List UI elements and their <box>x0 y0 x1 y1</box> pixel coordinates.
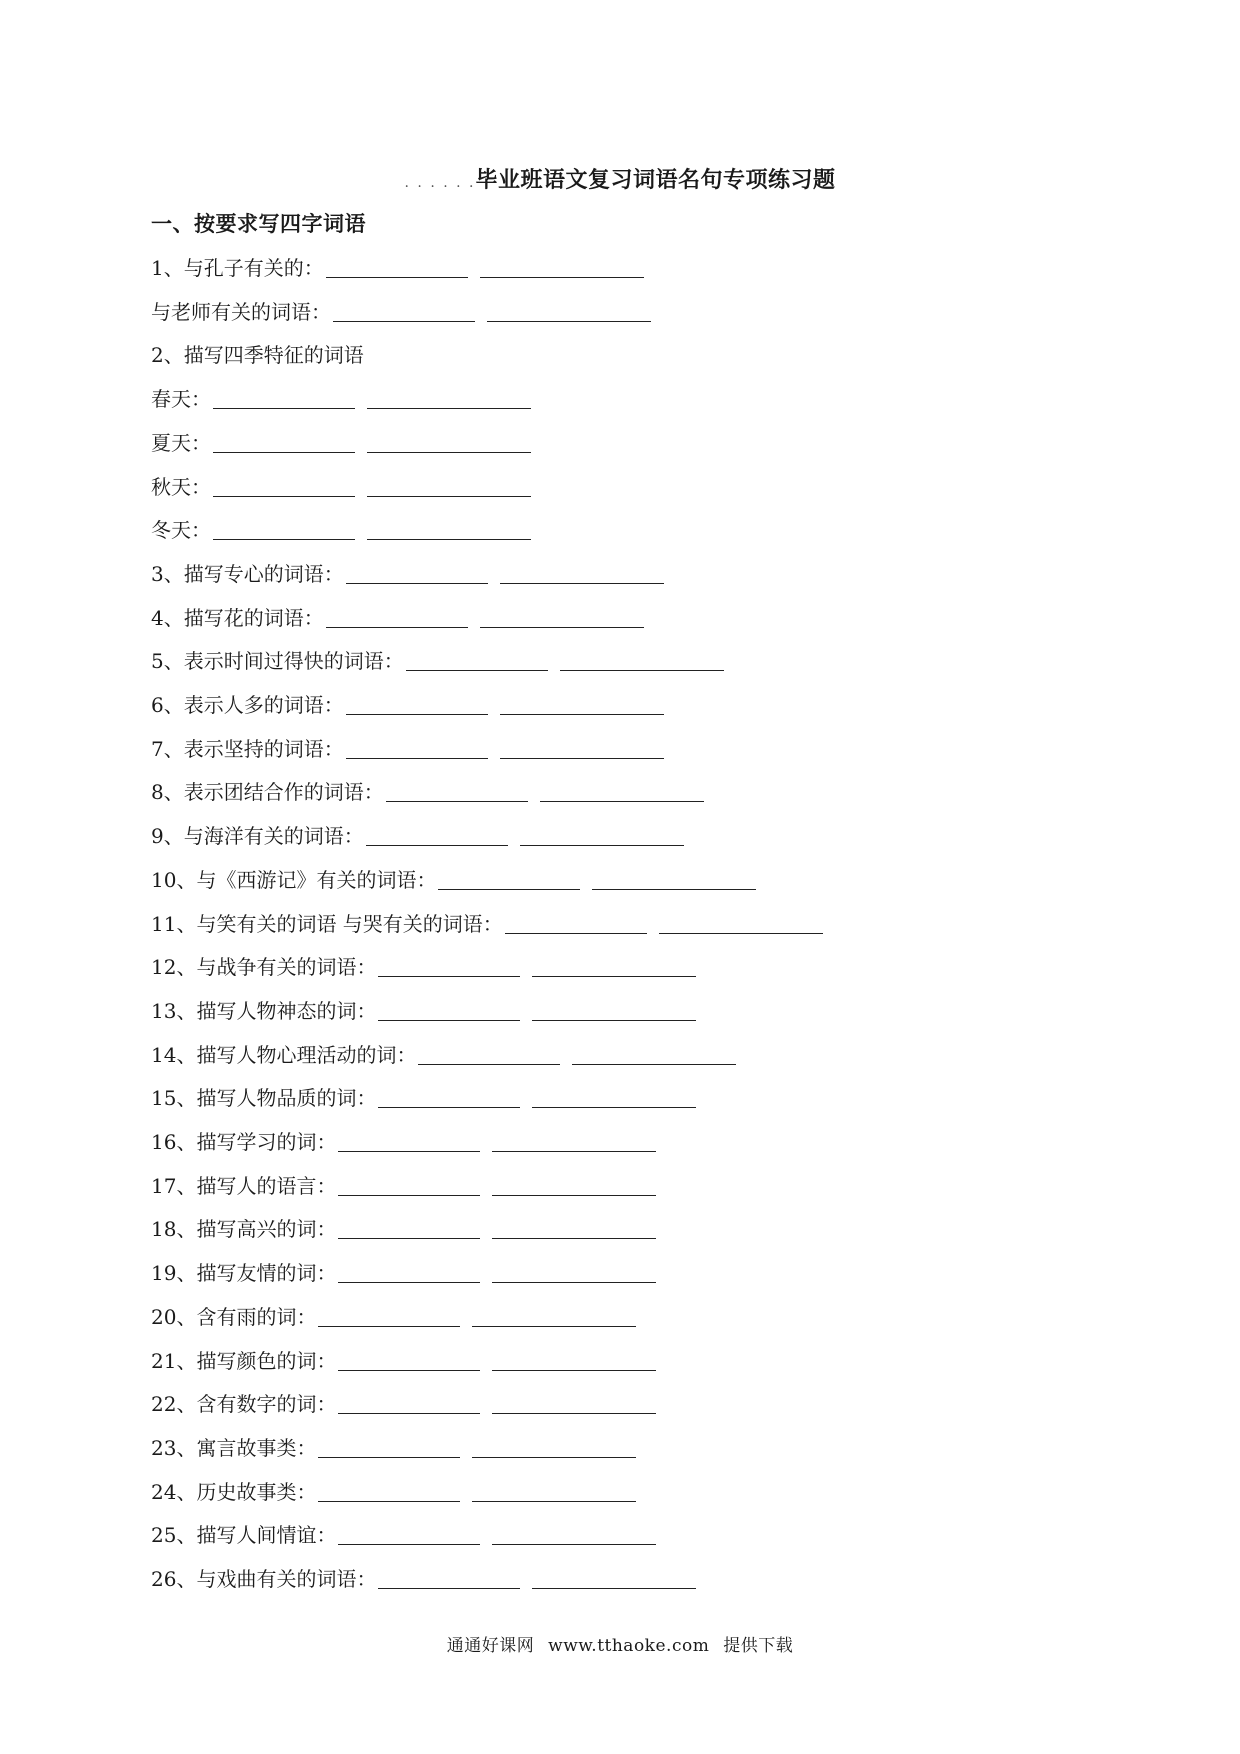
answer-blank-1[interactable] <box>213 384 355 409</box>
exercise-label: 3、描写专心的词语： <box>151 561 344 586</box>
answer-blank-2[interactable] <box>540 777 704 802</box>
answer-blank-1[interactable] <box>438 865 580 890</box>
exercise-item <box>151 1477 636 1507</box>
answer-blank-2[interactable] <box>472 1477 636 1502</box>
exercise-label: 25、描写人间情谊： <box>151 1523 337 1548</box>
answer-blank-1[interactable] <box>366 821 508 846</box>
answer-blank-2[interactable] <box>500 559 664 584</box>
exercise-label: 春天： <box>151 387 211 412</box>
exercise-item <box>151 1346 656 1376</box>
exercise-item <box>151 690 664 720</box>
answer-blank-1[interactable] <box>386 777 528 802</box>
exercise-label: 19、描写友情的词： <box>151 1261 337 1286</box>
answer-blank-2[interactable] <box>367 472 531 497</box>
exercise-item <box>151 1520 656 1550</box>
answer-blank-1[interactable] <box>338 1346 480 1371</box>
exercise-item <box>151 1127 656 1157</box>
section-heading: 一、按要求写四字词语 <box>151 211 366 236</box>
answer-blank-2[interactable] <box>492 1389 656 1414</box>
answer-blank-1[interactable] <box>318 1433 460 1458</box>
footer-site-name: 通通好课网 <box>446 1636 535 1656</box>
answer-blank-2[interactable] <box>492 1171 656 1196</box>
answer-blank-2[interactable] <box>532 1083 696 1108</box>
answer-blank-2[interactable] <box>487 297 651 322</box>
exercise-label: 16、描写学习的词： <box>151 1130 337 1154</box>
answer-blank-2[interactable] <box>592 865 756 890</box>
answer-blank-2[interactable] <box>472 1433 636 1458</box>
exercise-label: 与老师有关的词语： <box>151 299 331 324</box>
exercise-item <box>151 384 531 414</box>
answer-blank-1[interactable] <box>326 603 468 628</box>
exercise-item <box>151 1302 636 1332</box>
exercise-label: 21、描写颜色的词： <box>151 1348 337 1373</box>
answer-blank-1[interactable] <box>338 1520 480 1545</box>
answer-blank-1[interactable] <box>346 734 488 759</box>
answer-blank-1[interactable] <box>338 1171 480 1196</box>
answer-blank-2[interactable] <box>500 690 664 715</box>
page-footer <box>0 1631 1240 1656</box>
exercise-item <box>151 297 651 327</box>
answer-blank-1[interactable] <box>418 1040 560 1065</box>
exercise-item <box>151 952 696 982</box>
exercise-item <box>151 1258 656 1288</box>
answer-blank-1[interactable] <box>505 909 647 934</box>
exercise-label: 14、描写人物心理活动的词： <box>151 1042 417 1067</box>
answer-blank-2[interactable] <box>492 1127 656 1152</box>
answer-blank-1[interactable] <box>318 1302 460 1327</box>
title-text: 毕业班语文复习词语名句专项练习题 <box>475 167 836 193</box>
exercise-item <box>151 821 684 851</box>
exercise-item <box>151 996 696 1026</box>
exercise-item <box>151 559 664 589</box>
answer-blank-1[interactable] <box>346 559 488 584</box>
answer-blank-2[interactable] <box>367 428 531 453</box>
exercise-label: 24、历史故事类： <box>151 1479 317 1504</box>
exercise-label: 12、与战争有关的词语： <box>151 955 377 980</box>
exercise-item <box>151 1389 656 1419</box>
exercise-label: 秋天： <box>151 474 211 499</box>
answer-blank-1[interactable] <box>213 428 355 453</box>
exercise-label: 2、描写四季特征的词语 <box>151 343 364 368</box>
exercise-item <box>151 428 531 458</box>
exercise-label: 9、与海洋有关的词语： <box>151 824 364 849</box>
exercise-label: 夏天： <box>151 430 211 455</box>
exercise-item <box>151 865 756 895</box>
answer-blank-1[interactable] <box>406 646 548 671</box>
answer-blank-2[interactable] <box>367 384 531 409</box>
answer-blank-2[interactable] <box>532 996 696 1021</box>
exercise-item <box>151 734 664 764</box>
exercise-label: 23、寓言故事类： <box>151 1435 317 1460</box>
exercise-item <box>151 1214 656 1244</box>
answer-blank-2[interactable] <box>659 909 823 934</box>
answer-blank-2[interactable] <box>480 603 644 628</box>
answer-blank-2[interactable] <box>572 1040 736 1065</box>
answer-blank-1[interactable] <box>378 1083 520 1108</box>
exercise-label: 冬天： <box>151 518 211 543</box>
exercise-item <box>151 340 364 370</box>
exercise-item <box>151 1083 696 1113</box>
exercise-label: 8、表示团结合作的词语： <box>151 780 384 805</box>
exercise-label: 17、描写人的语言： <box>151 1173 337 1198</box>
answer-blank-1[interactable] <box>333 297 475 322</box>
answer-blank-1[interactable] <box>346 690 488 715</box>
answer-blank-1[interactable] <box>213 515 355 540</box>
answer-blank-2[interactable] <box>480 253 644 278</box>
exercise-item <box>151 646 724 676</box>
title-dots: . . . . . . <box>404 175 476 191</box>
exercise-item <box>151 603 644 633</box>
exercise-label: 4、描写花的词语： <box>151 605 324 630</box>
answer-blank-2[interactable] <box>520 821 684 846</box>
exercise-item <box>151 777 704 807</box>
footer-suffix: 提供下载 <box>723 1636 794 1656</box>
exercise-item <box>151 1433 636 1463</box>
answer-blank-1[interactable] <box>318 1477 460 1502</box>
answer-blank-1[interactable] <box>338 1214 480 1239</box>
exercise-label: 20、含有雨的词： <box>151 1304 317 1329</box>
exercise-label: 13、描写人物神态的词： <box>151 998 377 1023</box>
answer-blank-2[interactable] <box>492 1520 656 1545</box>
answer-blank-2[interactable] <box>532 952 696 977</box>
answer-blank-1[interactable] <box>378 996 520 1021</box>
exercise-item <box>151 1040 736 1070</box>
exercise-label: 6、表示人多的词语： <box>151 693 344 717</box>
exercise-item <box>151 1171 656 1201</box>
exercise-label: 1、与孔子有关的： <box>151 256 324 280</box>
exercise-label: 7、表示坚持的词语： <box>151 736 344 761</box>
answer-blank-2[interactable] <box>532 1564 696 1589</box>
footer-url: www.tthaoke.com <box>548 1636 710 1656</box>
exercise-item <box>151 1564 696 1594</box>
answer-blank-2[interactable] <box>500 734 664 759</box>
exercise-item <box>151 253 644 283</box>
answer-blank-2[interactable] <box>492 1346 656 1371</box>
answer-blank-2[interactable] <box>492 1214 656 1239</box>
answer-blank-2[interactable] <box>492 1258 656 1283</box>
exercise-item <box>151 515 531 545</box>
answer-blank-1[interactable] <box>338 1258 480 1283</box>
answer-blank-1[interactable] <box>326 253 468 278</box>
answer-blank-2[interactable] <box>472 1302 636 1327</box>
answer-blank-2[interactable] <box>367 515 531 540</box>
exercise-item <box>151 909 823 939</box>
exercise-label: 26、与戏曲有关的词语： <box>151 1567 377 1591</box>
exercise-label: 5、表示时间过得快的词语： <box>151 649 404 674</box>
page-title <box>0 163 1240 194</box>
answer-blank-1[interactable] <box>378 1564 520 1589</box>
exercise-label: 10、与《西游记》有关的词语： <box>151 867 437 892</box>
exercise-label: 15、描写人物品质的词： <box>151 1086 377 1111</box>
exercise-item <box>151 472 531 502</box>
answer-blank-1[interactable] <box>378 952 520 977</box>
answer-blank-1[interactable] <box>338 1127 480 1152</box>
exercise-label: 18、描写高兴的词： <box>151 1217 337 1242</box>
answer-blank-1[interactable] <box>213 472 355 497</box>
exercise-label: 22、含有数字的词： <box>151 1392 337 1417</box>
answer-blank-2[interactable] <box>560 646 724 671</box>
exercise-label: 11、与笑有关的词语 与哭有关的词语： <box>151 911 503 936</box>
answer-blank-1[interactable] <box>338 1389 480 1414</box>
